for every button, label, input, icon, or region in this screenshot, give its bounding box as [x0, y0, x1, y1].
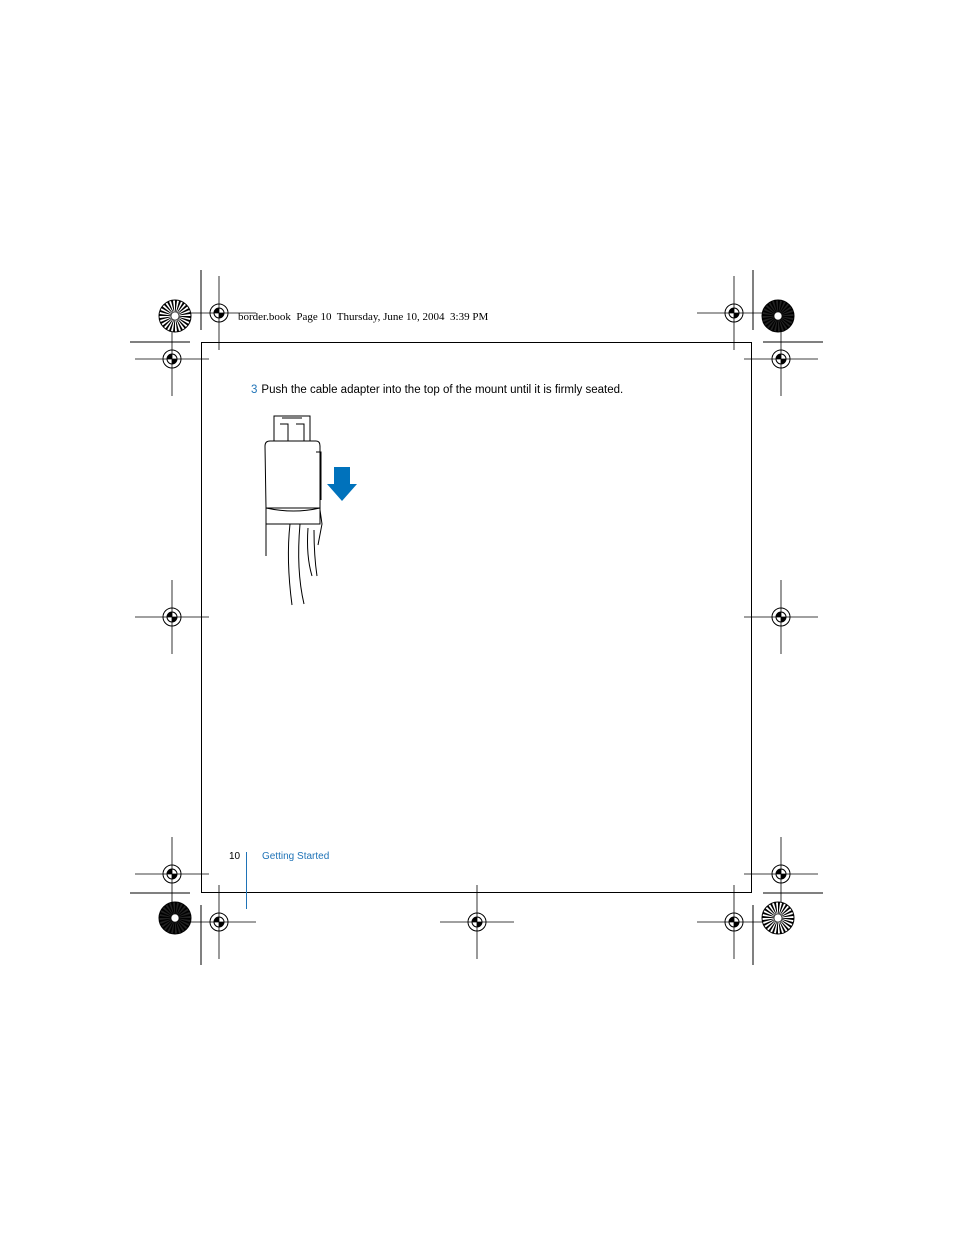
starburst-icon — [762, 300, 794, 332]
registration-target-icon — [697, 276, 771, 350]
starburst-icon — [762, 902, 794, 934]
page-number: 10 — [229, 851, 241, 862]
registration-target-icon — [182, 885, 256, 959]
step-number: 3 — [251, 384, 258, 396]
registration-target-icon — [135, 580, 209, 654]
instruction-step — [251, 384, 623, 396]
registration-target-icon — [744, 580, 818, 654]
page-trim-box — [201, 342, 752, 893]
registration-target-icon — [135, 837, 209, 911]
starburst-icon — [159, 902, 191, 934]
registration-target-icon — [744, 837, 818, 911]
registration-target-icon — [135, 322, 209, 396]
registration-target-icon — [744, 322, 818, 396]
starburst-icon — [159, 300, 191, 332]
section-title: Getting Started — [262, 851, 330, 862]
registration-target-icon — [440, 885, 514, 959]
step-text: Push the cable adapter into the top of the mount until it is firmly seated. — [261, 384, 624, 396]
registration-target-icon — [697, 885, 771, 959]
footer-divider — [246, 852, 247, 909]
header-slug: border.book Page 10 Thursday, June 10, 2004 3:39 PM — [238, 311, 489, 323]
